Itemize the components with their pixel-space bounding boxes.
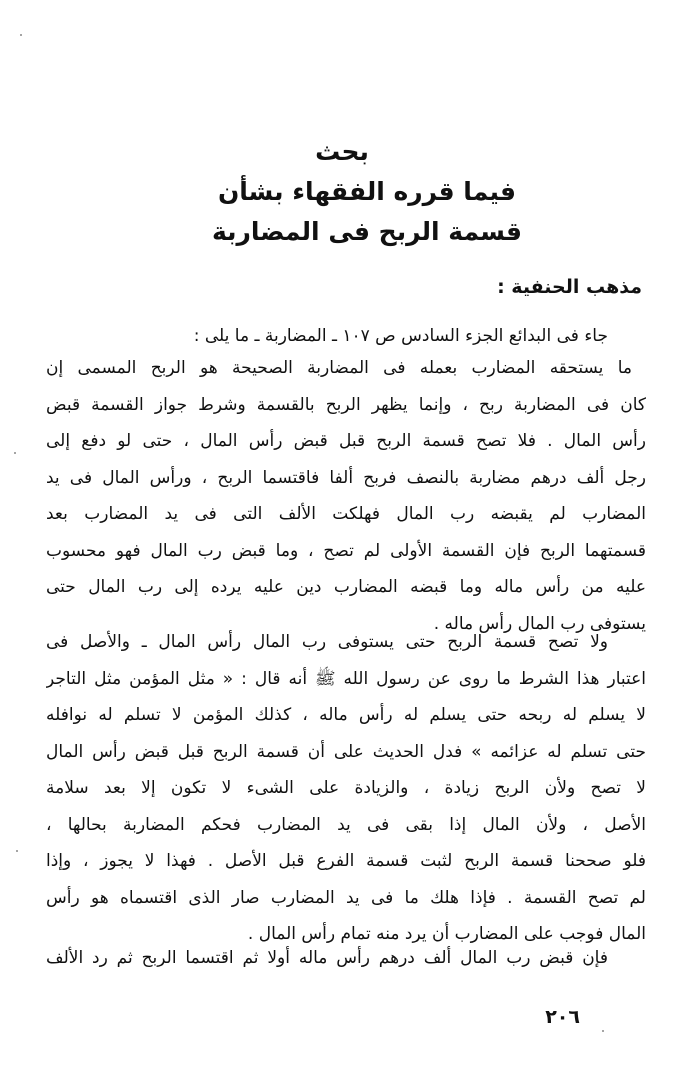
- text-line: لا يسلم له ربحه حتى يسلم له رأس ماله ، كذلك المؤمن لا تسلم له نوافله: [46, 705, 646, 725]
- paragraph-continuation: [46, 940, 646, 977]
- paragraph-quoted-ruling: [46, 350, 646, 642]
- text-line: ولا تصح قسمة الربح حتى يستوفى رب المال رأس المال ـ والأصل فى: [46, 632, 608, 652]
- text-line: قسمتهما الربح فإن القسمة الأولى لم تصح ، وما قبض رب المال فهو محسوب: [46, 540, 646, 561]
- paragraph-condition: [46, 624, 646, 953]
- scan-speck: [14, 452, 16, 454]
- text-line: المال فوجب على المضارب أن يرد منه تمام رأس المال .: [247, 924, 646, 944]
- text-line: عليه من رأس ماله وما قبضه المضارب دين عليه يرده إلى رب المال حتى: [46, 577, 646, 597]
- scan-speck: [16, 850, 18, 852]
- text-line: كان فى المضاربة ربح ، وإنما يظهر الربح بالقسمة وشرط جواز القسمة قبض: [46, 394, 646, 415]
- text-line: فلو صححنا قسمة الربح لثبت قسمة الفرع قبل الأصل . فهذا لا يجوز ، وإذا: [46, 851, 646, 871]
- section-title: [0, 132, 694, 252]
- text-line: يستوفى رب المال رأس ماله .: [433, 613, 646, 634]
- text-line: لم تصح القسمة . فإذا هلك ما فى يد المضارب صار الذى اقتسماه هو رأس: [46, 887, 646, 908]
- text-line: الأصل ، ولأن المال إذا بقى فى يد المضارب فحكم المضاربة بحالها ،: [46, 814, 646, 835]
- text-line: رأس المال . فلا تصح قسمة الربح قبل قبض رأس المال ، حتى لو دفع إلى: [46, 431, 646, 451]
- text-line: اعتبار هذا الشرط ما روى عن رسول الله ﷺ أنه قال : « مثل المؤمن مثل التاجر: [46, 668, 646, 689]
- page-number: ٢٠٦: [545, 1006, 580, 1028]
- title-line-2: فيما قرره الفقهاء بشأن: [217, 177, 517, 206]
- title-line-1: بحث: [315, 137, 369, 166]
- title-line-3: قسمة الربح فى المضاربة: [211, 217, 523, 246]
- school-heading: مذهب الحنفية :: [497, 276, 642, 298]
- text-line: رجل ألف درهم مضاربة بالنصف فربح ألفا فاقتسما الربح ، ورأس المال فى يد: [46, 467, 646, 488]
- text-line: فإن قبض رب المال ألف درهم رأس ماله أولا ثم اقتسما الربح ثم رد الألف: [46, 948, 608, 968]
- scan-speck: [20, 34, 22, 36]
- text-line: جاء فى البدائع الجزء السادس ص ١٠٧ ـ المضاربة ـ ما يلى :: [193, 326, 608, 346]
- text-line: لا تصح ولأن الربح زيادة ، والزيادة على الشىء لا تكون إلا بعد سلامة: [46, 778, 646, 798]
- text-line: حتى تسلم له عزائمه » فدل الحديث على أن قسمة الربح قبل قبض رأس المال: [46, 741, 646, 762]
- text-line: المضارب لم يقبضه رب المال فهلكت الألف التى فى يد المضارب بعد: [46, 504, 646, 524]
- scan-speck: [602, 1030, 604, 1032]
- text-line: ما يستحقه المضارب بعمله فى المضاربة الصحيحة هو الربح المسمى إن: [46, 358, 632, 378]
